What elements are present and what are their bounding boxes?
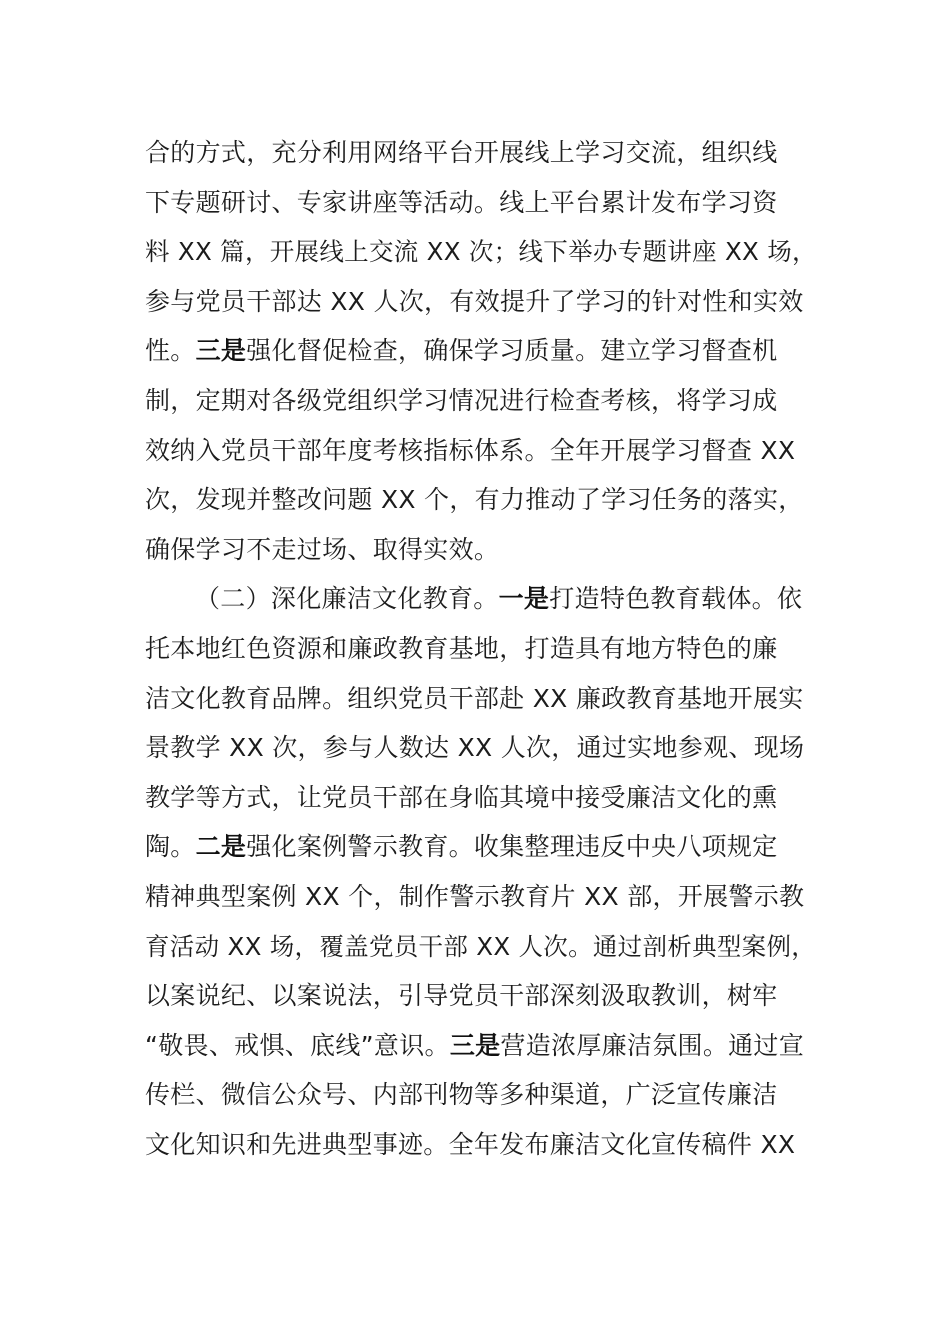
text-run: 确保学习不走过场、取得实效。 [145, 534, 500, 564]
text-line [145, 773, 825, 823]
text-line [145, 723, 825, 773]
bold-marker: 三是 [195, 336, 247, 366]
text-line [145, 674, 825, 724]
text-line [145, 624, 825, 674]
text-run: 教学等方式，让党员干部在身临其境中接受廉洁文化的熏 [145, 782, 778, 812]
text-line [145, 971, 825, 1021]
bold-marker: 一是 [498, 584, 550, 614]
text-run: 效纳入党员干部年度考核指标体系。全年开展学习督查 XX [145, 435, 796, 465]
text-run: 下专题研讨、专家讲座等活动。线上平台累计发布学习资 [145, 187, 778, 217]
document-body [145, 128, 825, 1169]
text-run: 传栏、微信公众号、内部刊物等多种渠道，广泛宣传廉洁 [145, 1080, 778, 1110]
bold-marker: 三是 [449, 1030, 501, 1060]
text-run: 营造浓厚廉洁氛围。通过宣 [500, 1030, 805, 1060]
text-run: 参与党员干部达 XX 人次，有效提升了学习的针对性和实效 [145, 286, 804, 316]
text-line [145, 1021, 825, 1071]
text-run: 次，发现并整改问题 XX 个，有力推动了学习任务的落实， [145, 485, 804, 515]
text-run: 以案说纪、以案说法，引导党员干部深刻汲取教训，树牢 [145, 981, 778, 1011]
text-line [145, 426, 825, 476]
text-line [145, 922, 825, 972]
text-run: 陶。 [145, 832, 196, 862]
text-run: 打造特色教育载体。依 [549, 584, 803, 614]
text-run: “敬畏、戒惧、底线”意识。 [145, 1030, 450, 1060]
text-run: 洁文化教育品牌。组织党员干部赴 XX 廉政教育基地开展实 [145, 683, 804, 713]
text-line [145, 376, 825, 426]
text-line [145, 277, 825, 327]
text-run: 强化案例警示教育。收集整理违反中央八项规定 [246, 832, 778, 862]
text-line [145, 128, 825, 178]
text-run: 育活动 XX 场，覆盖党员干部 XX 人次。通过剖析典型案例， [145, 931, 817, 961]
text-run: 精神典型案例 XX 个，制作警示教育片 XX 部，开展警示教 [145, 881, 805, 911]
text-line [145, 178, 825, 228]
text-line [145, 1120, 825, 1170]
bold-marker: 二是 [195, 832, 247, 862]
text-run: 合的方式，充分利用网络平台开展线上学习交流，组织线 [145, 138, 778, 167]
text-run: 景教学 XX 次，参与人数达 XX 人次，通过实地参观、现场 [145, 733, 805, 763]
text-run: 托本地红色资源和廉政教育基地，打造具有地方特色的廉 [145, 633, 778, 663]
text-run: 制，定期对各级党组织学习情况进行检查考核，将学习成 [145, 385, 778, 415]
text-line [145, 1070, 825, 1120]
text-run: 料 XX 篇，开展线上交流 XX 次；线下举办专题讲座 XX 场， [145, 237, 817, 267]
text-run: 文化知识和先进典型事迹。全年发布廉洁文化宣传稿件 XX [145, 1129, 796, 1159]
text-line [145, 872, 825, 922]
text-line [145, 475, 825, 525]
text-line [145, 822, 825, 872]
text-run: 强化督促检查，确保学习质量。建立学习督查机 [246, 336, 778, 366]
text-run: 性。 [145, 336, 196, 366]
text-line [145, 227, 825, 277]
text-run: （二）深化廉洁文化教育。 [195, 584, 499, 614]
text-line [145, 326, 825, 376]
text-line [145, 574, 825, 624]
text-line [145, 525, 825, 575]
